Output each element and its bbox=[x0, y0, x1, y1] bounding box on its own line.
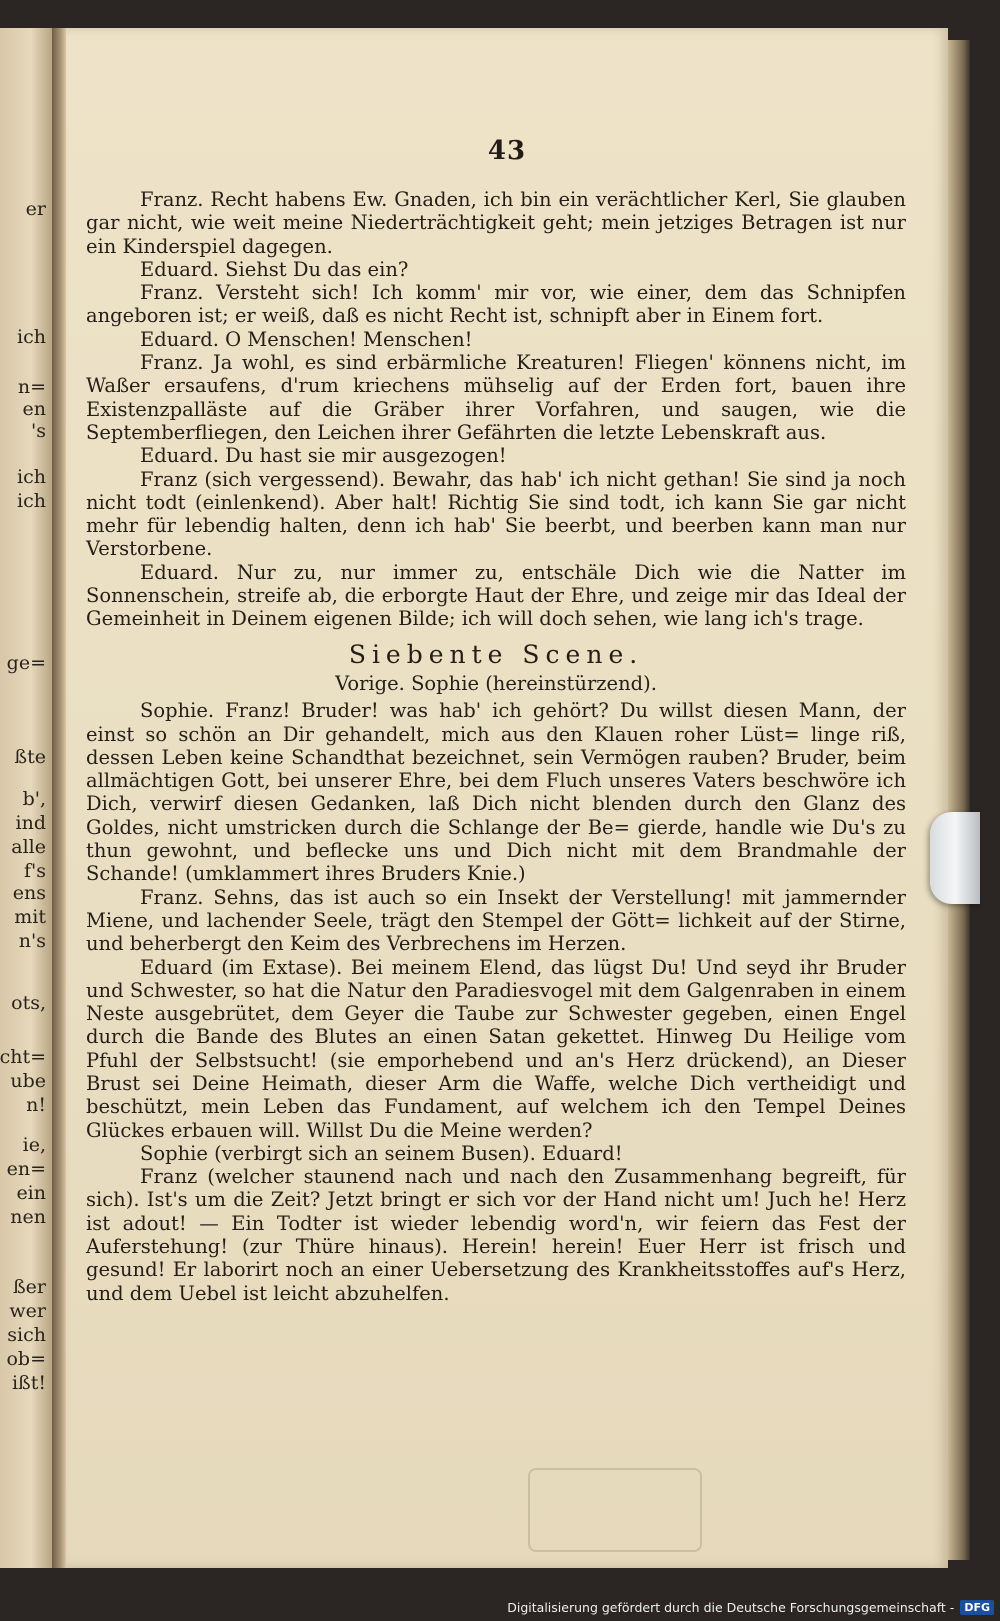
paragraph: Franz. Ja wohl, es sind erbärmliche Kreaturen! Fliegen' könnens nicht, im Waßer ersaufens, d'rum kriechens mühselig auf der Erden fort, bauen ihre Existenzpalläste auf die Gräber ihrer Vorfahren, und saugen, wie die Septemberfliegen, den Leichen ihrer Gefährten die letzte Lebenskraft aus. bbox=[86, 351, 906, 444]
facing-page-fragment: ens bbox=[12, 882, 46, 904]
paragraph: Eduard. Siehst Du das ein? bbox=[140, 257, 409, 281]
facing-page-fragment: ots, bbox=[11, 992, 46, 1014]
facing-page-fragment: en= bbox=[6, 1158, 46, 1180]
facing-page-fragment: ge= bbox=[6, 652, 46, 674]
dfg-logo: DFG bbox=[960, 1600, 994, 1615]
paragraph: Eduard (im Extase). Bei meinem Elend, das lügst Du! Und seyd ihr Bruder und Schwester, so hat die Natur den Paradiesvogel mit dem Galgenraben in einem Neste ausgebrütet, dem Geyer die Taube zur Schwester gegeben, einen Engel durch die Bande des Blutes an einen Satan gekettet. Hinweg Du Heilige vom Pfuhl der Selbstsucht! (sie emporhebend und an's Herz drückend), an Dieser Brust sei Deine Heimath, dieser Arm die Waffe, welche Dich vertheidigt und beschützt, mein Leben das Fundament, auf welchem ich den Tempel Deines Glückes erbauen will. Willst Du die Meine werden? bbox=[86, 955, 906, 1142]
facing-page-fragment: wer bbox=[9, 1300, 46, 1322]
facing-page-fragment: 's bbox=[31, 420, 46, 442]
facing-page-fragment: mit bbox=[14, 906, 46, 928]
facing-page-fragment: alle bbox=[11, 836, 46, 858]
facing-page-fragment: ob= bbox=[6, 1348, 46, 1370]
paragraph: Franz (welcher staunend nach und nach den Zusammenhang begreift, für sich). Ist's um die Zeit? Jetzt bringt er sich vor der Hand nicht um! Juch he! Herz ist adout! — Ein Todter ist wieder lebendig word'n, wir feiern das Fest der Auferstehung! (zur Thüre hinaus). Herein! herein! Euer Herr ist frisch und gesund! Er laborirt noch an einer Uebersetzung des Krankheitsstoffes auf's Herz, und dem Uebel ist leicht abzuhelfen. bbox=[86, 1165, 906, 1305]
facing-page-fragment: ßer bbox=[12, 1276, 46, 1298]
page-text bbox=[86, 188, 906, 1305]
facing-page-fragment: sich bbox=[7, 1324, 46, 1346]
book-gutter bbox=[52, 28, 66, 1568]
library-stamp bbox=[528, 1468, 702, 1552]
facing-page-fragment: b', bbox=[22, 788, 46, 810]
paragraph: Eduard. O Menschen! Menschen! bbox=[140, 327, 473, 351]
facing-page-fragment: ein bbox=[16, 1182, 46, 1204]
facing-page-fragment: er bbox=[25, 198, 46, 220]
scene-title: Siebente Scene. bbox=[348, 639, 644, 669]
paragraph: Franz. Sehns, das ist auch so ein Insekt der Verstellung! mit jammernder Miene, und lachender Seele, trägt den Stempel der Gött= lichkeit auf der Stirne, und beherbergt den Keim des Verbrechens im Herzen. bbox=[86, 885, 906, 956]
paragraph: Sophie. Franz! Bruder! was hab' ich gehört? Du willst diesen Mann, der einst so schön an Dir gehandelt, mich aus den Klauen roher Lüst= linge riß, dessen Leben keine Schandthat bezeichnet, sein Vermögen rauben? Bruder, beim allmächtigen Gott, bei unserer Ehre, bei dem Fluch unseres Vaters beschwöre ich Dich, verwirf diesen Gedanken, laß Dich nicht blenden durch den Glanz des Goldes, nicht umstricken durch die Schlange der Be= gierde, handle wie Du's zu thun gewohnt, und beflecke uns und Dich nicht mit dem Brandmahle der Schande! (umklammert ihres Bruders Knie.) bbox=[86, 699, 906, 886]
paragraph: Franz. Recht habens Ew. Gnaden, ich bin ein verächtlicher Kerl, Sie glauben gar nicht, wie weit meine Niederträchtigkeit geht; mein jetziges Betragen ist nur ein Kinderspiel dagegen. bbox=[86, 188, 906, 258]
facing-page-fragment: ich bbox=[17, 490, 46, 512]
facing-page-fragment: en bbox=[22, 398, 46, 420]
facing-page-fragment: ßte bbox=[14, 746, 46, 768]
facing-page-fragment: nen bbox=[10, 1206, 46, 1228]
page-number: 43 bbox=[487, 136, 527, 166]
facing-page-fragment: n's bbox=[18, 930, 46, 952]
paragraph: Franz (sich vergessend). Bewahr, das hab' ich nicht gethan! Sie sind ja noch nicht todt (einlenkend). Aber halt! Richtig Sie sind todt, ich kann Sie gar nicht mehr für lebendig halten, denn ich hab' Sie beerbt, und beerben kann man nur Verstorbene. bbox=[86, 467, 906, 561]
book-page bbox=[66, 28, 948, 1568]
paragraph: Eduard. Du hast sie mir ausgezogen! bbox=[140, 444, 507, 468]
paragraph: Sophie (verbirgt sich an seinem Busen). Eduard! bbox=[140, 1141, 623, 1165]
footer-text: Digitalisierung gefördert durch die Deutsche Forschungsgemeinschaft - bbox=[507, 1600, 955, 1615]
cast-line: Vorige. Sophie (hereinstürzend). bbox=[335, 671, 657, 695]
facing-page-fragment: ich bbox=[17, 326, 46, 348]
paragraph: Eduard. Nur zu, nur immer zu, entschäle Dich wie die Natter im Sonnenschein, streife ab, die erborgte Haut der Ehre, und zeige mir das Ideal der Gemeinheit in Deinem eigenen Bilde; ich will doch sehen, wie lang ich's trage. bbox=[86, 560, 906, 631]
facing-page-fragment: ißt! bbox=[11, 1372, 46, 1394]
page-block-edge bbox=[948, 40, 970, 1560]
book-clip bbox=[930, 812, 980, 904]
paragraph: Franz. Versteht sich! Ich komm' mir vor, wie einer, dem das Schnipfen angeboren ist; er weiß, daß es nicht Recht ist, schnipft aber in Einem fort. bbox=[86, 281, 906, 328]
facing-page-fragment: ind bbox=[15, 812, 46, 834]
facing-page-fragment: n= bbox=[17, 376, 46, 398]
facing-page-fragment: cht= bbox=[0, 1046, 46, 1068]
facing-page-fragment: f's bbox=[23, 860, 46, 882]
facing-page-fragment: n! bbox=[26, 1094, 46, 1116]
facing-page-fragment: ie, bbox=[22, 1134, 46, 1156]
facing-page-fragment: ube bbox=[10, 1070, 46, 1092]
funding-footer bbox=[507, 1600, 994, 1615]
facing-page-edge bbox=[0, 28, 52, 1568]
facing-page-fragment: ich bbox=[17, 466, 46, 488]
